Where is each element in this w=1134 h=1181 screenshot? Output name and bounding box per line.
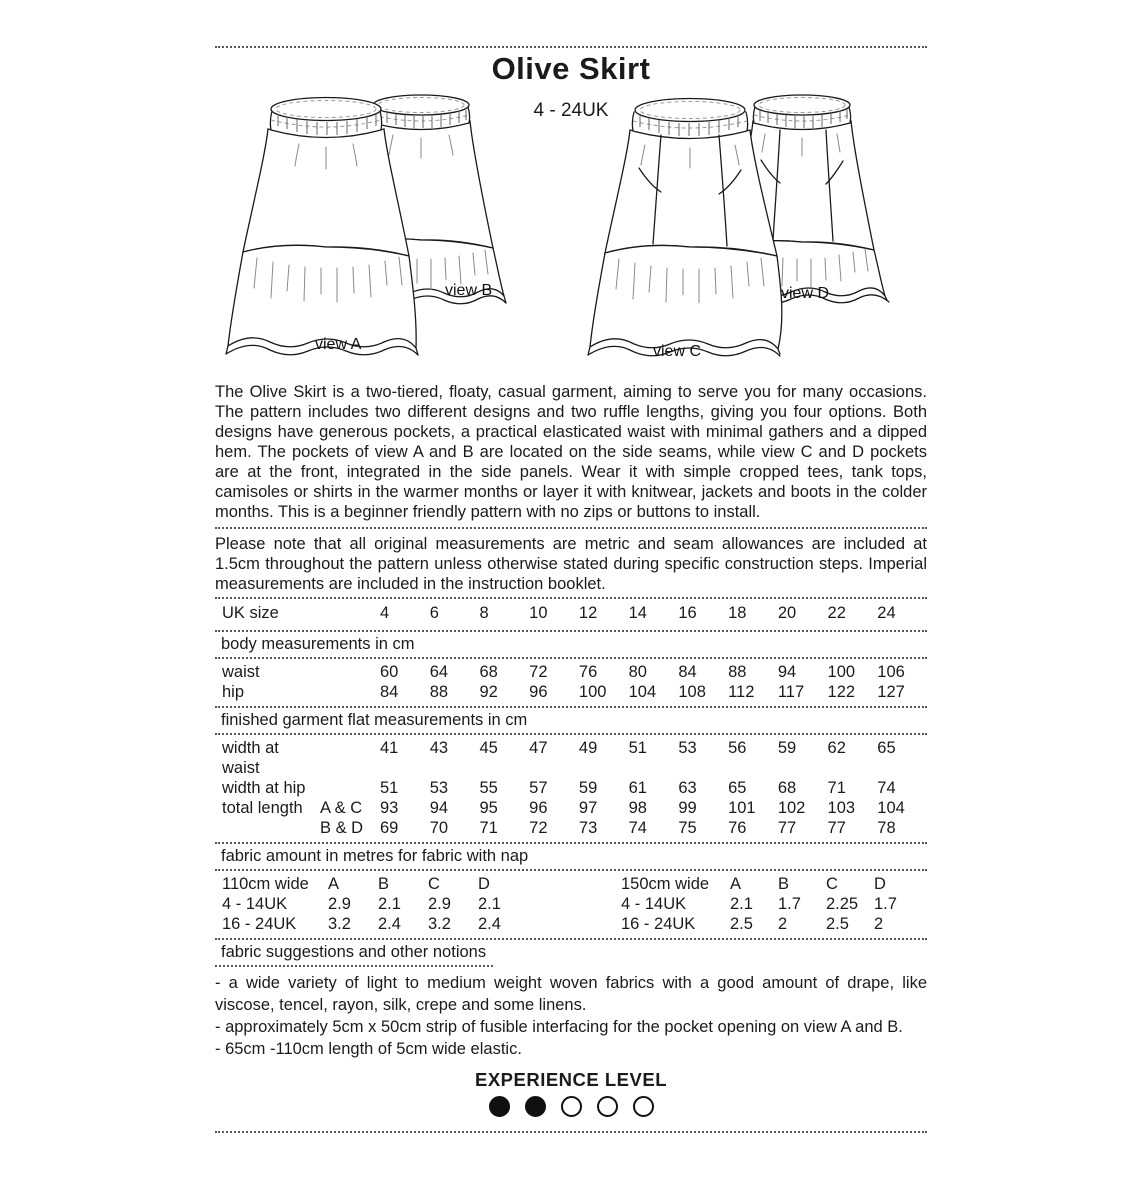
table-cell: 94: [777, 663, 797, 681]
table-cell: 68: [777, 779, 797, 797]
body-measurements-section-label: body measurements in cm: [221, 635, 415, 653]
table-cell: 2.4: [378, 915, 401, 933]
table-cell: 106: [877, 663, 905, 681]
notion-item: - approximately 5cm x 50cm strip of fusible interfacing for the pocket opening on view A and B.: [215, 1018, 903, 1036]
notions-list: [215, 972, 927, 1060]
dotted-divider: [215, 527, 927, 529]
row-label: 16 - 24UK: [621, 915, 696, 933]
table-cell: 84: [380, 683, 399, 701]
view-column-header: A: [730, 875, 742, 893]
table-cell: 2.5: [730, 915, 753, 933]
skirt-views-cd-drawing: [575, 88, 905, 376]
table-cell: 49: [578, 739, 598, 757]
table-cell: 102: [777, 799, 806, 817]
table-cell: 55: [479, 779, 498, 797]
table-cell: 59: [578, 779, 598, 797]
table-row: [215, 894, 927, 914]
table-cell: 4: [380, 604, 390, 622]
experience-dot: [489, 1096, 510, 1117]
table-cell: 6: [429, 604, 439, 622]
table-cell: 8: [479, 604, 489, 622]
spacer: [528, 894, 614, 914]
dotted-divider: [215, 46, 927, 48]
table-cell: 24: [877, 604, 896, 622]
table-cell: 2.1: [378, 895, 401, 913]
table-cell: 101: [728, 799, 756, 817]
table-cell: 78: [877, 819, 896, 837]
table-cell: 72: [529, 819, 548, 837]
table-row: [215, 778, 927, 798]
table-cell: 2.1: [478, 895, 501, 913]
table-cell: 3.2: [428, 915, 451, 933]
experience-dot: [597, 1096, 618, 1117]
row-sublabel: [320, 738, 380, 778]
table-cell: 73: [578, 819, 598, 837]
experience-dot: [525, 1096, 546, 1117]
table-cell: 88: [728, 663, 747, 681]
experience-dot: [633, 1096, 654, 1117]
fabric-amount-section-label: fabric amount in metres for fabric with nap: [221, 847, 529, 865]
notion-item: - 65cm -110cm length of 5cm wide elastic.: [215, 1040, 522, 1058]
table-cell: 74: [877, 779, 896, 797]
table-cell: 59: [777, 739, 797, 757]
view-column-header: B: [778, 875, 790, 893]
table-row: [215, 798, 927, 818]
table-cell: 75: [678, 819, 697, 837]
table-cell: 72: [529, 663, 548, 681]
table-cell: 63: [678, 779, 697, 797]
finished-measurements-table: [215, 735, 927, 842]
table-cell: 2.4: [478, 915, 501, 933]
view-column-header: D: [478, 875, 490, 893]
table-cell: 96: [529, 799, 548, 817]
spacer: [528, 874, 614, 894]
size-range-label: 4 - 24UK: [533, 100, 609, 121]
row-sublabel: B & D: [320, 819, 364, 837]
view-d-label: view D: [781, 285, 830, 302]
table-cell: 56: [728, 739, 747, 757]
table-cell: 71: [479, 819, 498, 837]
table-cell: 2.9: [328, 895, 351, 913]
view-column-header: D: [874, 875, 886, 893]
fabric-header-row: [215, 874, 927, 894]
size-row-label: UK size: [222, 604, 279, 622]
table-cell: 64: [429, 663, 449, 681]
table-cell: 20: [777, 604, 797, 622]
table-cell: 100: [578, 683, 607, 701]
notion-item: - a wide variety of light to medium weight woven fabrics with a good amount of drape, like viscose, tencel, rayon, silk, crepe and some linens.: [215, 974, 927, 1014]
table-cell: 65: [877, 739, 896, 757]
experience-level-title: EXPERIENCE LEVEL: [474, 1069, 667, 1090]
table-cell: 94: [429, 799, 449, 817]
fabric-width-label: 110cm wide: [222, 875, 309, 893]
table-cell: 70: [429, 819, 449, 837]
table-cell: 76: [578, 663, 598, 681]
row-label: 16 - 24UK: [222, 915, 297, 933]
table-row: [215, 818, 927, 838]
table-cell: 53: [429, 779, 449, 797]
table-cell: 71: [827, 779, 846, 797]
table-cell: 51: [380, 779, 399, 797]
view-b-label: view B: [445, 282, 493, 299]
dotted-divider: [215, 1131, 927, 1133]
view-column-header: B: [378, 875, 390, 893]
table-cell: 14: [628, 604, 647, 622]
table-cell: 104: [628, 683, 657, 701]
row-label: [215, 818, 320, 838]
table-cell: 127: [877, 683, 905, 701]
table-cell: 60: [380, 663, 399, 681]
table-cell: 88: [429, 683, 449, 701]
table-cell: 62: [827, 739, 846, 757]
experience-dot: [561, 1096, 582, 1117]
table-cell: 69: [380, 819, 399, 837]
table-cell: 2.25: [826, 895, 859, 913]
spacer: [528, 914, 614, 934]
table-cell: 1.7: [778, 895, 801, 913]
row-label: waist: [222, 663, 260, 681]
row-label: width at hip: [222, 779, 306, 797]
table-cell: 18: [728, 604, 747, 622]
experience-level-section: [215, 1070, 927, 1122]
table-row: [215, 914, 927, 934]
table-cell: 97: [578, 799, 598, 817]
table-cell: 68: [479, 663, 498, 681]
table-cell: 99: [678, 799, 697, 817]
row-label: 4 - 14UK: [222, 895, 288, 913]
body-measurements-table: [215, 659, 927, 706]
view-a-label: view A: [315, 336, 362, 353]
row-sublabel: [320, 778, 380, 798]
table-cell: 103: [827, 799, 856, 817]
finished-measurements-section-label: finished garment flat measurements in cm: [221, 711, 528, 729]
table-cell: 2.9: [428, 895, 451, 913]
table-cell: 80: [628, 663, 647, 681]
view-column-header: C: [428, 875, 440, 893]
table-cell: 16: [678, 604, 697, 622]
table-cell: 1.7: [874, 895, 897, 913]
table-cell: 98: [628, 799, 647, 817]
table-cell: 41: [380, 739, 399, 757]
pattern-envelope-back: [215, 46, 927, 1133]
table-cell: 93: [380, 799, 399, 817]
table-cell: 2.1: [730, 895, 753, 913]
page-title: Olive Skirt: [491, 51, 651, 86]
table-cell: 112: [728, 683, 755, 701]
table-cell: 2: [874, 915, 884, 933]
table-cell: 53: [678, 739, 697, 757]
table-cell: 96: [529, 683, 548, 701]
dotted-divider-short: [215, 965, 493, 967]
table-cell: 57: [529, 779, 548, 797]
table-cell: 2.5: [826, 915, 849, 933]
view-column-header: A: [328, 875, 340, 893]
table-cell: 76: [728, 819, 747, 837]
skirt-views-ab-drawing: [221, 88, 521, 376]
measurement-note-paragraph: Please note that all original measurements are metric and seam allowances are included at 1.5cm throughout the pattern unless otherwise stated during specific construction steps. Imperial measurements are included in the instruction booklet.: [215, 535, 927, 593]
table-cell: 65: [728, 779, 747, 797]
table-cell: 77: [827, 819, 846, 837]
row-label: width at waist: [222, 739, 279, 777]
skirt-drawings: [215, 88, 927, 376]
row-label: total length: [222, 799, 303, 817]
experience-dots: [489, 1095, 654, 1117]
table-row: [215, 682, 927, 702]
table-cell: 22: [827, 604, 846, 622]
table-cell: 84: [678, 663, 697, 681]
table-cell: 51: [628, 739, 647, 757]
table-cell: 10: [529, 604, 548, 622]
table-cell: 95: [479, 799, 498, 817]
table-cell: 61: [628, 779, 647, 797]
table-cell: 12: [578, 604, 598, 622]
table-cell: 100: [827, 663, 856, 681]
row-label: hip: [222, 683, 245, 701]
row-sublabel: A & C: [320, 799, 363, 817]
table-row: [215, 662, 927, 682]
table-cell: 3.2: [328, 915, 351, 933]
table-cell: 47: [529, 739, 548, 757]
table-cell: 74: [628, 819, 647, 837]
view-c-label: view C: [653, 343, 702, 360]
table-cell: 117: [777, 683, 805, 701]
description-paragraph: The Olive Skirt is a two-tiered, floaty, casual garment, aiming to serve you for many occasions. The pattern includes two different designs and two ruffle lengths, giving you four options. Both designs have generous pockets, a practical elasticated waist with minimal gathers and a dipped hem. The pockets of view A and B are located on the side seams, while view C and D pockets are at the front, integrated in the side panels. Wear it with simple cropped tees, tank tops, camisoles or shirts in the warmer months or layer it with knitwear, jackets and boots in the colder months. This is a beginner friendly pattern with no zips or buttons to install.: [215, 383, 927, 521]
table-cell: 45: [479, 739, 498, 757]
table-cell: 92: [479, 683, 498, 701]
table-cell: 108: [678, 683, 706, 701]
row-label: 4 - 14UK: [621, 895, 687, 913]
table-cell: 104: [877, 799, 905, 817]
table-cell: 2: [778, 915, 788, 933]
size-header-row: [215, 599, 927, 630]
table-cell: 77: [777, 819, 797, 837]
fabric-amount-table: [215, 871, 927, 938]
table-cell: 43: [429, 739, 449, 757]
fabric-width-label: 150cm wide: [621, 875, 710, 893]
view-column-header: C: [826, 875, 838, 893]
table-row: [215, 738, 927, 778]
notions-section-label: fabric suggestions and other notions: [221, 943, 487, 961]
table-cell: 122: [827, 683, 856, 701]
